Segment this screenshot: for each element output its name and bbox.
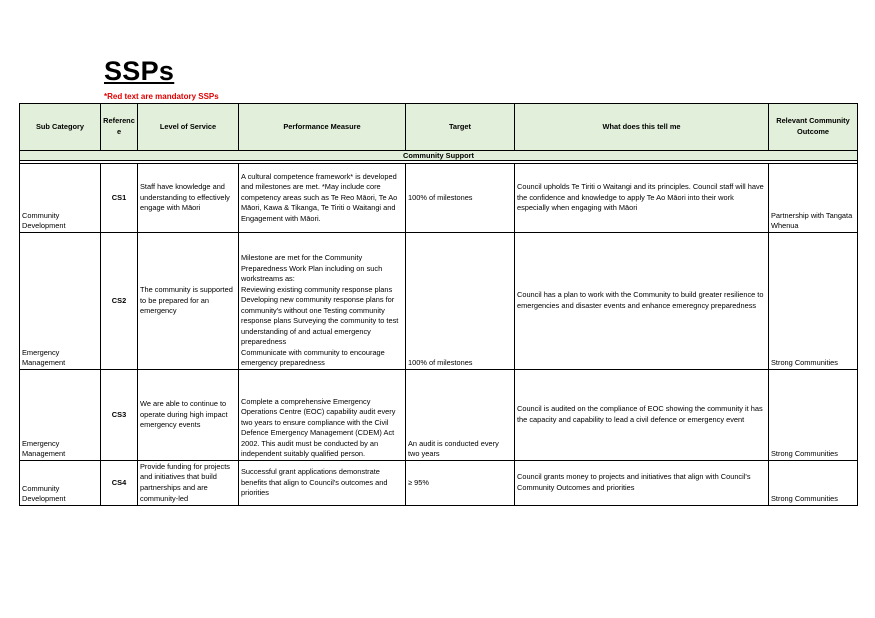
cell-reference: CS1: [101, 164, 138, 233]
cell-sub-category: Emergency Management: [20, 233, 101, 370]
cell-sub-category: Community Development: [20, 164, 101, 233]
mandatory-note: *Red text are mandatory SSPs: [104, 92, 219, 101]
table-row: [20, 233, 858, 370]
cell-level-of-service: Provide funding for projects and initiatives that build partnerships and are community-led: [138, 461, 239, 506]
cell-target: ≥ 95%: [406, 461, 515, 506]
table-row: [20, 461, 858, 506]
header-what-does-this-tell-me: What does this tell me: [515, 104, 769, 151]
cell-relevant-outcome: Strong Communities: [769, 370, 858, 461]
cell-what-does-this-tell-me: Council is audited on the compliance of EOC showing the community it has the capacity and capability to lead a civil defence or emergency event: [515, 370, 769, 461]
header-performance-measure: Performance Measure: [239, 104, 406, 151]
header-sub-category: Sub Category: [20, 104, 101, 151]
ssp-table: [19, 103, 858, 506]
header-level-of-service: Level of Service: [138, 104, 239, 151]
cell-target: 100% of milestones: [406, 233, 515, 370]
cell-performance-measure: Complete a comprehensive Emergency Operations Centre (EOC) capability audit every two years to ensure compliance with the Civil Defence Emergency Management (CDEM) Act 2002. This audit must be conducted by an independent suitably qualified person.: [239, 370, 406, 461]
cell-reference: CS2: [101, 233, 138, 370]
cell-relevant-outcome: Strong Communities: [769, 233, 858, 370]
cell-what-does-this-tell-me: Council grants money to projects and initiatives that align with Council's Community Outcomes and priorities: [515, 461, 769, 506]
cell-level-of-service: Staff have knowledge and understanding to effectively engage with Māori: [138, 164, 239, 233]
cell-reference: CS4: [101, 461, 138, 506]
header-target: Target: [406, 104, 515, 151]
cell-sub-category: Community Development: [20, 461, 101, 506]
cell-sub-category: Emergency Management: [20, 370, 101, 461]
table-row: [20, 370, 858, 461]
cell-what-does-this-tell-me: Council upholds Te Tiriti o Waitangi and its principles. Council staff will have the confidence and knowledge to apply Te Ao Māori into their work especially when engaging with Māori: [515, 164, 769, 233]
header-relevant-outcome: Relevant Community Outcome: [769, 104, 858, 151]
section-label: Community Support: [20, 151, 858, 161]
cell-performance-measure: Successful grant applications demonstrate benefits that align to Council's outcomes and priorities: [239, 461, 406, 506]
cell-target: 100% of milestones: [406, 164, 515, 233]
cell-target: An audit is conducted every two years: [406, 370, 515, 461]
table-row: [20, 164, 858, 233]
cell-performance-measure: A cultural competence framework* is developed and milestones are met. *May include core competency areas such as Te Reo Māori, Te Ao Māori, Kawa & Tikanga, Te Tiriti o Waitangi and Engagement with Māori.: [239, 164, 406, 233]
cell-level-of-service: The community is supported to be prepared for an emergency: [138, 233, 239, 370]
cell-level-of-service: We are able to continue to operate during high impact emergency events: [138, 370, 239, 461]
cell-reference: CS3: [101, 370, 138, 461]
page-title: SSPs: [104, 56, 175, 86]
cell-relevant-outcome: Partnership with Tangata Whenua: [769, 164, 858, 233]
cell-performance-measure: Milestone are met for the Community Preparedness Work Plan including on such workstreams as: Reviewing existing community response plans Developing new community response plans for community's without one Testing community response plans Surveying the community to test understanding of and actual emergency preparedness Communicate with community to encourage emergency preparedness: [239, 233, 406, 370]
header-reference: Reference: [101, 104, 138, 151]
cell-relevant-outcome: Strong Communities: [769, 461, 858, 506]
cell-what-does-this-tell-me: Council has a plan to work with the Community to build greater resilience to emergencies and disaster events and enhance emeregncy preparedness: [515, 233, 769, 370]
section-row: [20, 151, 858, 161]
header-row: [20, 104, 858, 151]
